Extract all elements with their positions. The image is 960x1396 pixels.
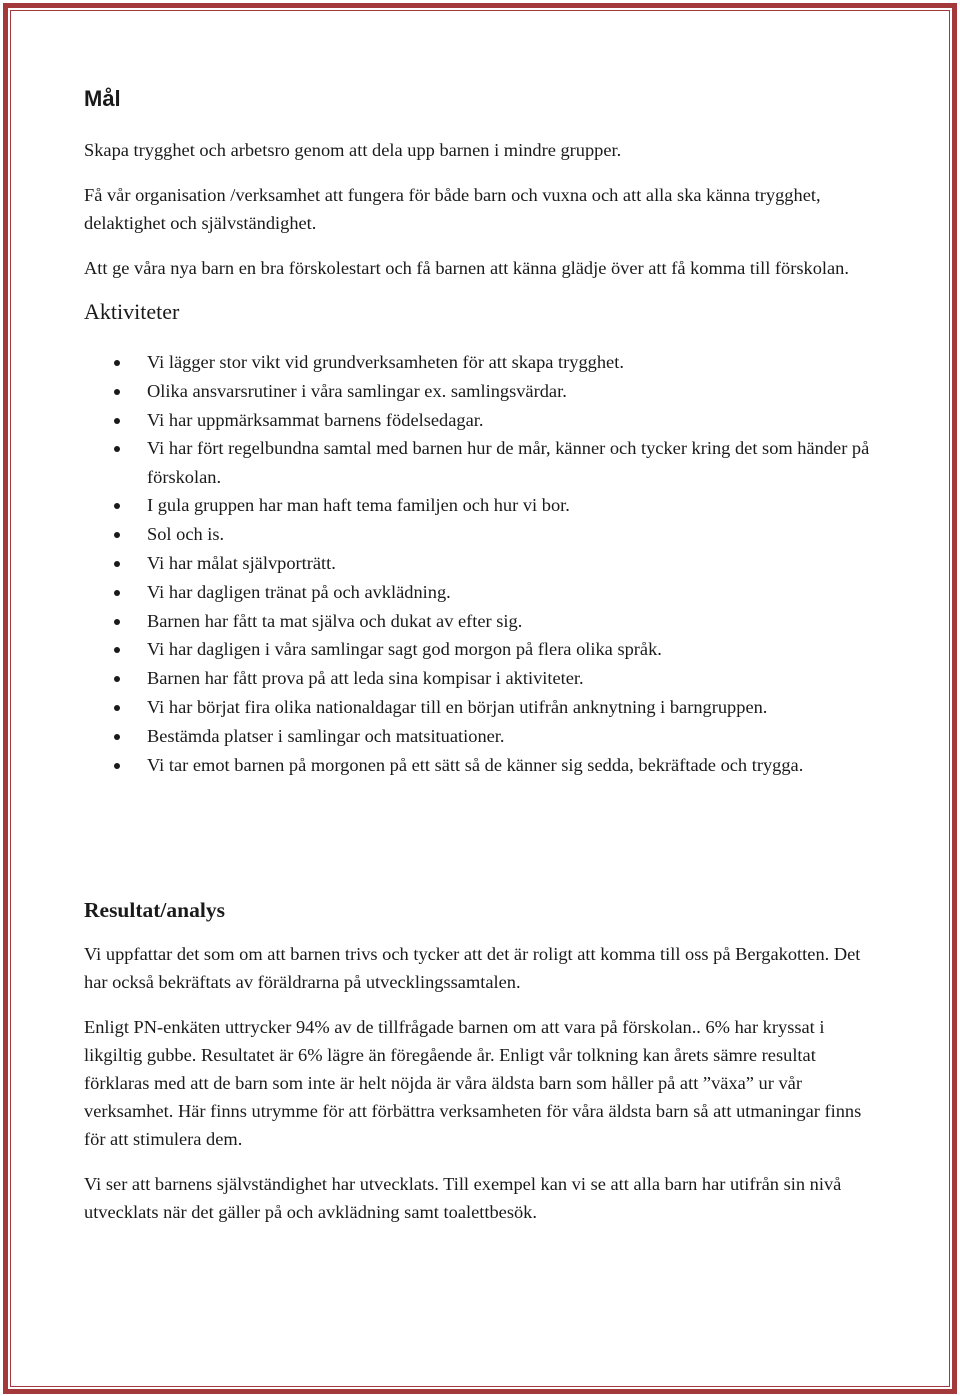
bullet-icon: [114, 619, 120, 625]
bullet-icon: [114, 360, 120, 366]
bullet-icon: [114, 561, 120, 567]
bullet-icon: [114, 503, 120, 509]
document-body: [84, 84, 884, 1226]
mal-paragraph-2: Få vår organisation /verksamhet att fungera för både barn och vuxna och att alla ska känna trygghet, delaktighet och självständighet.: [84, 185, 821, 233]
bullet-icon: [114, 763, 120, 769]
list-item: Vi har börjat fira olika nationaldagar till en början utifrån anknytning i barngruppen.: [84, 693, 884, 721]
bullet-icon: [114, 446, 120, 452]
aktiviteter-list: [84, 348, 884, 779]
list-item: Barnen har fått prova på att leda sina kompisar i aktiviteter.: [84, 664, 884, 692]
bullet-icon: [114, 590, 120, 596]
list-item: Bestämda platser i samlingar och matsituationer.: [84, 722, 884, 750]
bullet-icon: [114, 734, 120, 740]
list-item: I gula gruppen har man haft tema familjen och hur vi bor.: [84, 491, 884, 519]
bullet-icon: [114, 389, 120, 395]
list-item: Vi lägger stor vikt vid grundverksamheten för att skapa trygghet.: [84, 348, 884, 376]
list-item: Vi har dagligen i våra samlingar sagt god morgon på flera olika språk.: [84, 635, 884, 663]
list-item: Sol och is.: [84, 520, 884, 548]
resultat-paragraph-2: Enligt PN-enkäten uttrycker 94% av de tillfrågade barnen om att vara på förskolan.. 6% har kryssat i likgiltig gubbe. Resultatet är 6% lägre än föregående år. Enligt vår tolkning kan årets sämre resultat förklaras med att de barn som inte är helt nöjda är våra äldsta barn som håller på att ”växa” ur vår verksamhet. Här finns utrymme för att förbättra verksamheten för våra äldsta barn så att utmaningar finns för att stimulera dem.: [84, 1016, 862, 1149]
heading-resultat-analys: Resultat/analys: [84, 897, 225, 922]
list-item: Vi har fört regelbundna samtal med barnen hur de mår, känner och tycker kring det som händer på förskolan.: [84, 434, 884, 490]
list-item: Vi har uppmärksammat barnens födelsedagar.: [84, 406, 884, 434]
bullet-icon: [114, 532, 120, 538]
bullet-icon: [114, 676, 120, 682]
list-item: Vi har målat självporträtt.: [84, 549, 884, 577]
bullet-icon: [114, 418, 120, 424]
resultat-paragraph-1: Vi uppfattar det som om att barnen trivs och tycker att det är roligt att komma till oss på Bergakotten. Det har också bekräftats av föräldrarna på utvecklingssamtalen.: [84, 943, 861, 992]
mal-paragraph-3: Att ge våra nya barn en bra förskolestart och få barnen att känna glädje över att få komma till förskolan.: [84, 258, 849, 278]
list-item: Barnen har fått ta mat själva och dukat av efter sig.: [84, 607, 884, 635]
bullet-icon: [114, 647, 120, 653]
list-item: Olika ansvarsrutiner i våra samlingar ex. samlingsvärdar.: [84, 377, 884, 405]
resultat-paragraph-3: Vi ser att barnens självständighet har utvecklats. Till exempel kan vi se att alla barn har utifrån sin nivå utvecklats när det gäller på och avklädning samt toalettbesök.: [84, 1173, 842, 1222]
list-item: Vi tar emot barnen på morgonen på ett sätt så de känner sig sedda, bekräftade och trygga.: [84, 751, 884, 779]
list-item: Vi har dagligen tränat på och avklädning.: [84, 578, 884, 606]
heading-mal: Mål: [84, 86, 121, 111]
heading-aktiviteter: Aktiviteter: [84, 299, 180, 324]
bullet-icon: [114, 705, 120, 711]
mal-paragraph-1: Skapa trygghet och arbetsro genom att dela upp barnen i mindre grupper.: [84, 140, 622, 160]
